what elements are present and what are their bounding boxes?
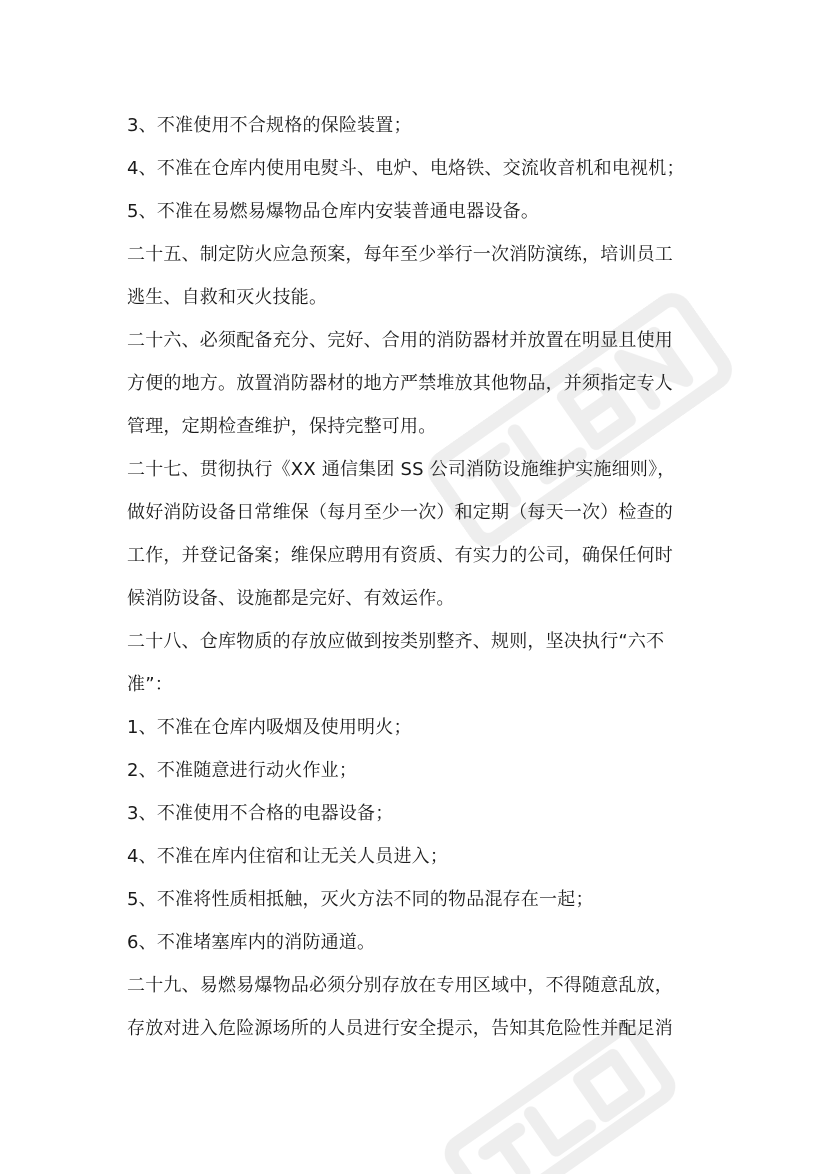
text-line: 3、不准使用不合规格的保险装置； [127,115,412,136]
text-line: 管理，定期检查维护，保持完整可用。 [127,416,437,437]
document-body [127,104,712,1050]
text-line: 5、不准将性质相抵触，灭火方法不同的物品混存在一起； [127,889,594,910]
text-line: 二十八、仓库物质的存放应做到按类别整齐、规则，坚决执行“六不 [127,631,665,652]
text-line: 候消防设备、设施都是完好、有效运作。 [127,588,455,609]
text-line: 4、不准在仓库内使用电熨斗、电炉、电烙铁、交流收音机和电视机； [127,158,685,179]
text-line: 存放对进入危险源场所的人员进行安全提示，告知其危险性并配足消 [127,1018,673,1039]
text-line: 二十九、易燃易爆物品必须分别存放在专用区域中，不得随意乱放， [127,975,673,996]
text-line: 二十六、必须配备充分、完好、合用的消防器材并放置在明显且使用 [127,330,673,351]
text-line: 3、不准使用不合格的电器设备； [127,803,394,824]
text-line: 5、不准在易燃易爆物品仓库内安装普通电器设备。 [127,201,540,222]
text-line: 做好消防设备日常维保（每月至少一次）和定期（每天一次）检查的 [127,502,673,523]
text-line: 6、不准堵塞库内的消防通道。 [127,932,376,953]
text-line: 2、不准随意进行动火作业； [127,760,358,781]
text-line: 4、不准在库内住宿和让无关人员进入； [127,846,449,867]
text-line: 工作，并登记备案；维保应聘用有资质、有实力的公司，确保任何时 [127,545,673,566]
text-line: 逃生、自救和灭火技能。 [127,287,328,308]
text-line: 方便的地方。放置消防器材的地方严禁堆放其他物品，并须指定专人 [127,373,673,394]
text-line: 二十七、贯彻执行《XX 通信集团 SS 公司消防设施维护实施细则》， [127,459,676,480]
text-line: 二十五、制定防火应急预案，每年至少举行一次消防演练，培训员工 [127,244,673,265]
text-line: 准”： [127,674,173,695]
text-line: 1、不准在仓库内吸烟及使用明火； [127,717,412,738]
